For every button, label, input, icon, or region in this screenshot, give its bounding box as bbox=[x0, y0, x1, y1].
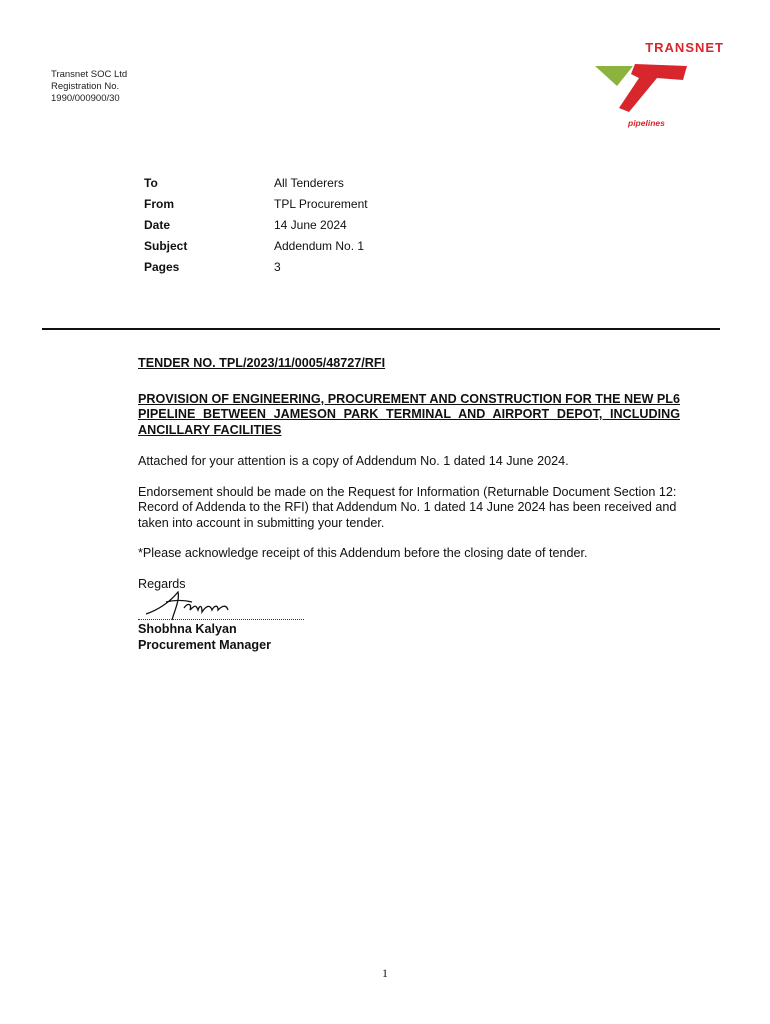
paragraph: Attached for your attention is a copy of Addendum No. 1 dated 14 June 2024. bbox=[138, 454, 569, 468]
memo-value: 14 June 2024 bbox=[274, 218, 347, 232]
memo-row-from bbox=[144, 197, 368, 218]
transnet-logo bbox=[592, 38, 724, 130]
logo-brand-text: TRANSNET bbox=[645, 40, 724, 55]
tender-title: PROVISION OF ENGINEERING, PROCUREMENT AND CONSTRUCTION FOR THE NEW PL6 PIPELINE BETWEEN JAMESON PARK TERMINAL AND AIRPORT DEPOT, INCLUDING ANCILLARY FACILITIES bbox=[138, 391, 680, 437]
memo-key: Date bbox=[144, 218, 171, 232]
registration-label: Registration No. bbox=[51, 81, 120, 92]
closing-text: Regards bbox=[138, 576, 186, 591]
tender-number: TENDER NO. TPL/2023/11/0005/48727/RFI bbox=[138, 356, 386, 370]
letter-body bbox=[138, 356, 680, 653]
memo-key: From bbox=[144, 197, 174, 211]
memo-value: All Tenderers bbox=[274, 176, 344, 190]
signature-area bbox=[138, 592, 308, 622]
company-details bbox=[51, 69, 127, 105]
memo-value: Addendum No. 1 bbox=[274, 239, 365, 253]
memo-value: 3 bbox=[274, 260, 281, 274]
memo-row-to bbox=[144, 176, 368, 197]
company-name: Transnet SOC Ltd bbox=[51, 69, 128, 80]
memo-row-date bbox=[144, 218, 368, 239]
logo-division-text: pipelines bbox=[628, 118, 665, 128]
signatory-title: Procurement Manager bbox=[138, 637, 271, 652]
memo-key: Subject bbox=[144, 239, 188, 253]
memo-value: TPL Procurement bbox=[274, 197, 368, 211]
logo-emblem-icon bbox=[595, 64, 687, 114]
memo-row-subject bbox=[144, 239, 368, 260]
paragraph: *Please acknowledge receipt of this Addendum before the closing date of tender. bbox=[138, 546, 588, 560]
header-divider bbox=[42, 328, 720, 330]
memo-row-pages bbox=[144, 260, 368, 281]
memo-key: Pages bbox=[144, 260, 180, 274]
memo-key: To bbox=[144, 176, 158, 190]
paragraph: Endorsement should be made on the Request for Information (Returnable Document Section 12: Record of Addenda to the RFI) that Addendum No. 1 dated 14 June 2024 has been received and taken into account in submitting your tender. bbox=[138, 484, 677, 530]
page-number: 1 bbox=[382, 966, 388, 980]
registration-number: 1990/000900/30 bbox=[51, 93, 120, 104]
signatory-name: Shobhna Kalyan bbox=[138, 622, 237, 636]
memo-header bbox=[144, 176, 368, 281]
signature-line bbox=[138, 619, 304, 620]
